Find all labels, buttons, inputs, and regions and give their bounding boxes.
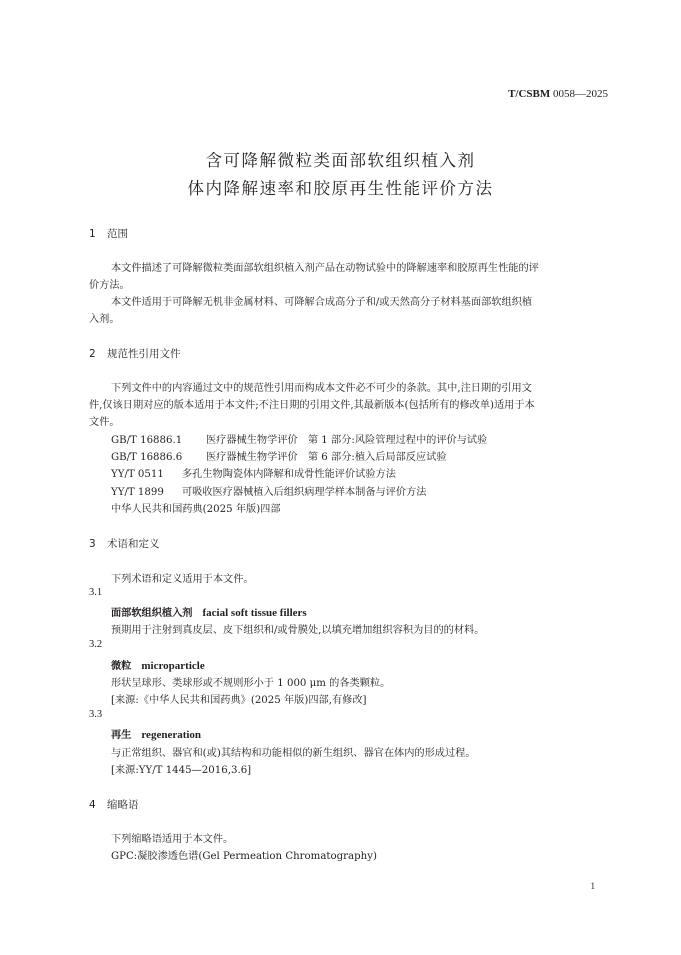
term-en: facial soft tissue fillers <box>202 607 307 619</box>
term-zh: 面部软组织植入剂 <box>111 608 193 619</box>
document-title-line-1: 含可降解微粒类面部软组织植入剂 <box>205 151 476 170</box>
term-number: 3.2 <box>89 639 103 650</box>
reference-code: GB/T 16886.6 <box>111 452 183 463</box>
reference-title: 可吸收医疗器械植入后组织病理学样本制备与评价方法 <box>182 487 427 498</box>
term-source: [来源:《中华人民共和国药典》(2025 年版)四部,有修改] <box>111 695 367 706</box>
standard-number <box>508 88 608 100</box>
term-definition: 与正常组织、器官和(或)其结构和功能相似的新生组织、器官在体内的形成过程。 <box>111 748 476 759</box>
reference-title: 医疗器械生物学评价 第 1 部分:风险管理过程中的评价与试验 <box>206 435 488 446</box>
reference-item <box>111 431 487 446</box>
standard-prefix: T/CSBM <box>508 88 551 100</box>
section-2-para-line-1: 下列文件中的内容通过文中的规范性引用而构成本文件必不可少的条款。其中,注日期的引用文 <box>111 383 532 394</box>
term-definition: 预期用于注射到真皮层、皮下组织和/或骨膜处,以填充增加组织容积为目的的材料。 <box>111 625 485 636</box>
reference-item <box>111 448 447 463</box>
term-en: microparticle <box>141 660 205 672</box>
section-2-heading: 2 规范性引用文件 <box>89 348 181 360</box>
term-zh: 微粒 <box>111 661 132 672</box>
section-4-heading: 4 缩略语 <box>89 799 139 811</box>
section-2-para-line-2: 件,仅该日期对应的版本适用于本文件;不注日期的引用文件,其最新版本(包括所有的修改单)适用于本 <box>89 400 535 411</box>
term-heading <box>111 657 205 672</box>
section-1-para-2-line-1: 本文件适用于可降解无机非金属材料、可降解合成高分子和/或天然高分子材料基面部软组织植 <box>111 297 533 308</box>
standard-code: 0058—2025 <box>553 88 608 100</box>
reference-item <box>111 483 427 498</box>
term-definition: 形状呈球形、类球形或不规则形小于 1 000 μm 的各类颗粒。 <box>111 678 391 689</box>
reference-title: 多孔生物陶瓷体内降解和成骨性能评价试验方法 <box>182 469 396 480</box>
section-3-heading: 3 术语和定义 <box>89 538 160 550</box>
term-number: 3.3 <box>89 709 103 720</box>
section-1-para-1-line-1: 本文件描述了可降解微粒类面部软组织植入剂产品在动物试验中的降解速率和胶原再生性能的评 <box>111 263 539 274</box>
term-en: regeneration <box>141 729 202 741</box>
page-number: 1 <box>590 881 595 891</box>
section-1-heading: 1 范围 <box>89 228 128 240</box>
section-2-para-line-3: 文件。 <box>89 417 120 428</box>
reference-title: 医疗器械生物学评价 第 6 部分:植入后局部反应试验 <box>206 452 447 463</box>
term-zh: 再生 <box>111 730 132 741</box>
reference-item <box>111 465 396 480</box>
document-title-line-2: 体内降解速率和胶原再生性能评价方法 <box>187 179 494 198</box>
term-source: [来源:YY/T 1445—2016,3.6] <box>111 765 252 776</box>
term-heading <box>111 604 307 619</box>
section-4-intro: 下列缩略语适用于本文件。 <box>111 834 234 845</box>
reference-title: 中华人民共和国药典(2025 年版)四部 <box>111 504 281 515</box>
section-1-para-1-line-2: 价方法。 <box>89 280 130 291</box>
term-heading <box>111 726 201 741</box>
term-number: 3.1 <box>89 587 103 598</box>
reference-code: YY/T 1899 <box>111 487 164 498</box>
reference-item <box>111 500 281 515</box>
reference-code: GB/T 16886.1 <box>111 435 183 446</box>
reference-code: YY/T 0511 <box>111 469 164 480</box>
section-1-para-2-line-2: 入剂。 <box>89 314 120 325</box>
section-3-intro: 下列术语和定义适用于本文件。 <box>111 574 254 585</box>
abbreviation-item: GPC:凝胶渗透色谱(Gel Permeation Chromatography) <box>111 851 377 862</box>
